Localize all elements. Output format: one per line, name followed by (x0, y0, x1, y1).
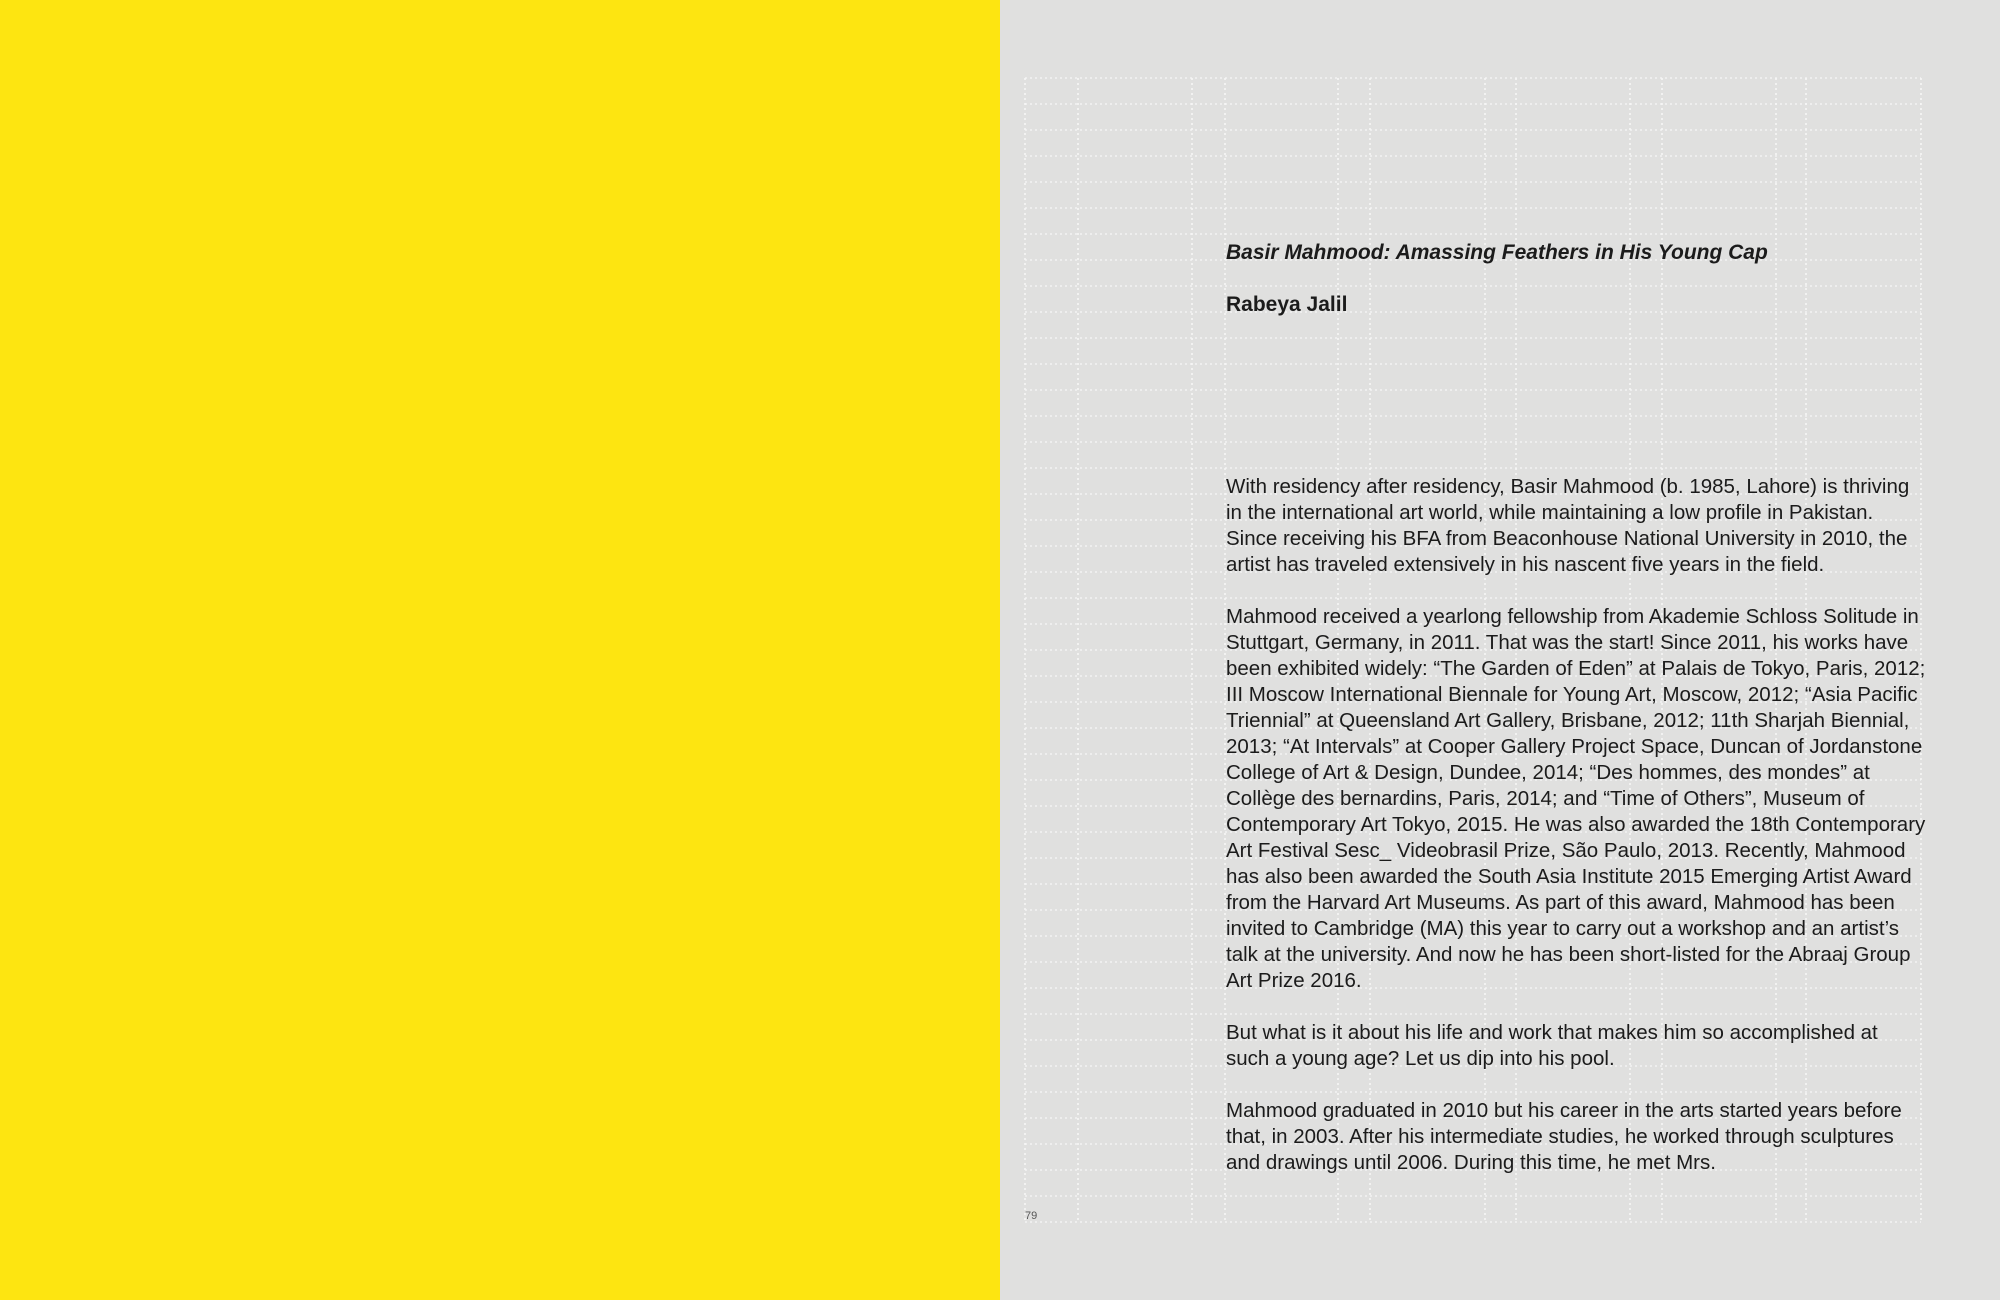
paragraph: With residency after residency, Basir Mahmood (b. 1985, Lahore) is thriving in the international art world, while maintaining a low profile in Pakistan. Since receiving his BFA from Beaconhouse National University in 2010, the artist has traveled extensively in his nascent five years in the field. (1226, 475, 1910, 576)
article-title: Basir Mahmood: Amassing Feathers in His Young Cap (1226, 241, 1768, 264)
paragraph: But what is it about his life and work that makes him so accomplished at such a young age? Let us dip into his pool. (1226, 1021, 1878, 1070)
article-body (1226, 474, 1926, 1202)
page-number: 79 (1025, 1210, 1038, 1222)
paragraph: Mahmood received a yearlong fellowship from Akademie Schloss Solitude in Stuttgart, Germany, in 2011. That was the start! Since 2011, his works have been exhibited widely: “The Garden of Eden” at Palais de Tokyo, Paris, 2012; III Moscow International Biennale for Young Art, Moscow, 2012; “Asia Pacific Triennial” at Queensland Art Gallery, Brisbane, 2012; 11th Sharjah Biennial, 2013; “At Intervals” at Cooper Gallery Project Space, Duncan of Jordanstone College of Art & Design, Dundee, 2014; “Des hommes, des mondes” at Collège des bernardins, Paris, 2014; and “Time of Others”, Museum of Contemporary Art Tokyo, 2015. He was also awarded the 18th Contemporary Art Festival Sesc_ Videobrasil Prize, São Paulo, 2013. Recently, Mahmood has also been awarded the South Asia Institute 2015 Emerging Artist Award from the Harvard Art Museums. As part of this award, Mahmood has been invited to Cambridge (MA) this year to carry out a workshop and an artist’s talk at the university. And now he has been short-listed for the Abraaj Group Art Prize 2016. (1226, 605, 1926, 992)
article-author: Rabeya Jalil (1226, 293, 1348, 316)
text-right-page (1000, 0, 2000, 1300)
paragraph: Mahmood graduated in 2010 but his career in the arts started years before that, in 2003. After his intermediate studies, he worked through sculptures and drawings until 2006. During this time, he met Mrs. (1226, 1099, 1902, 1174)
